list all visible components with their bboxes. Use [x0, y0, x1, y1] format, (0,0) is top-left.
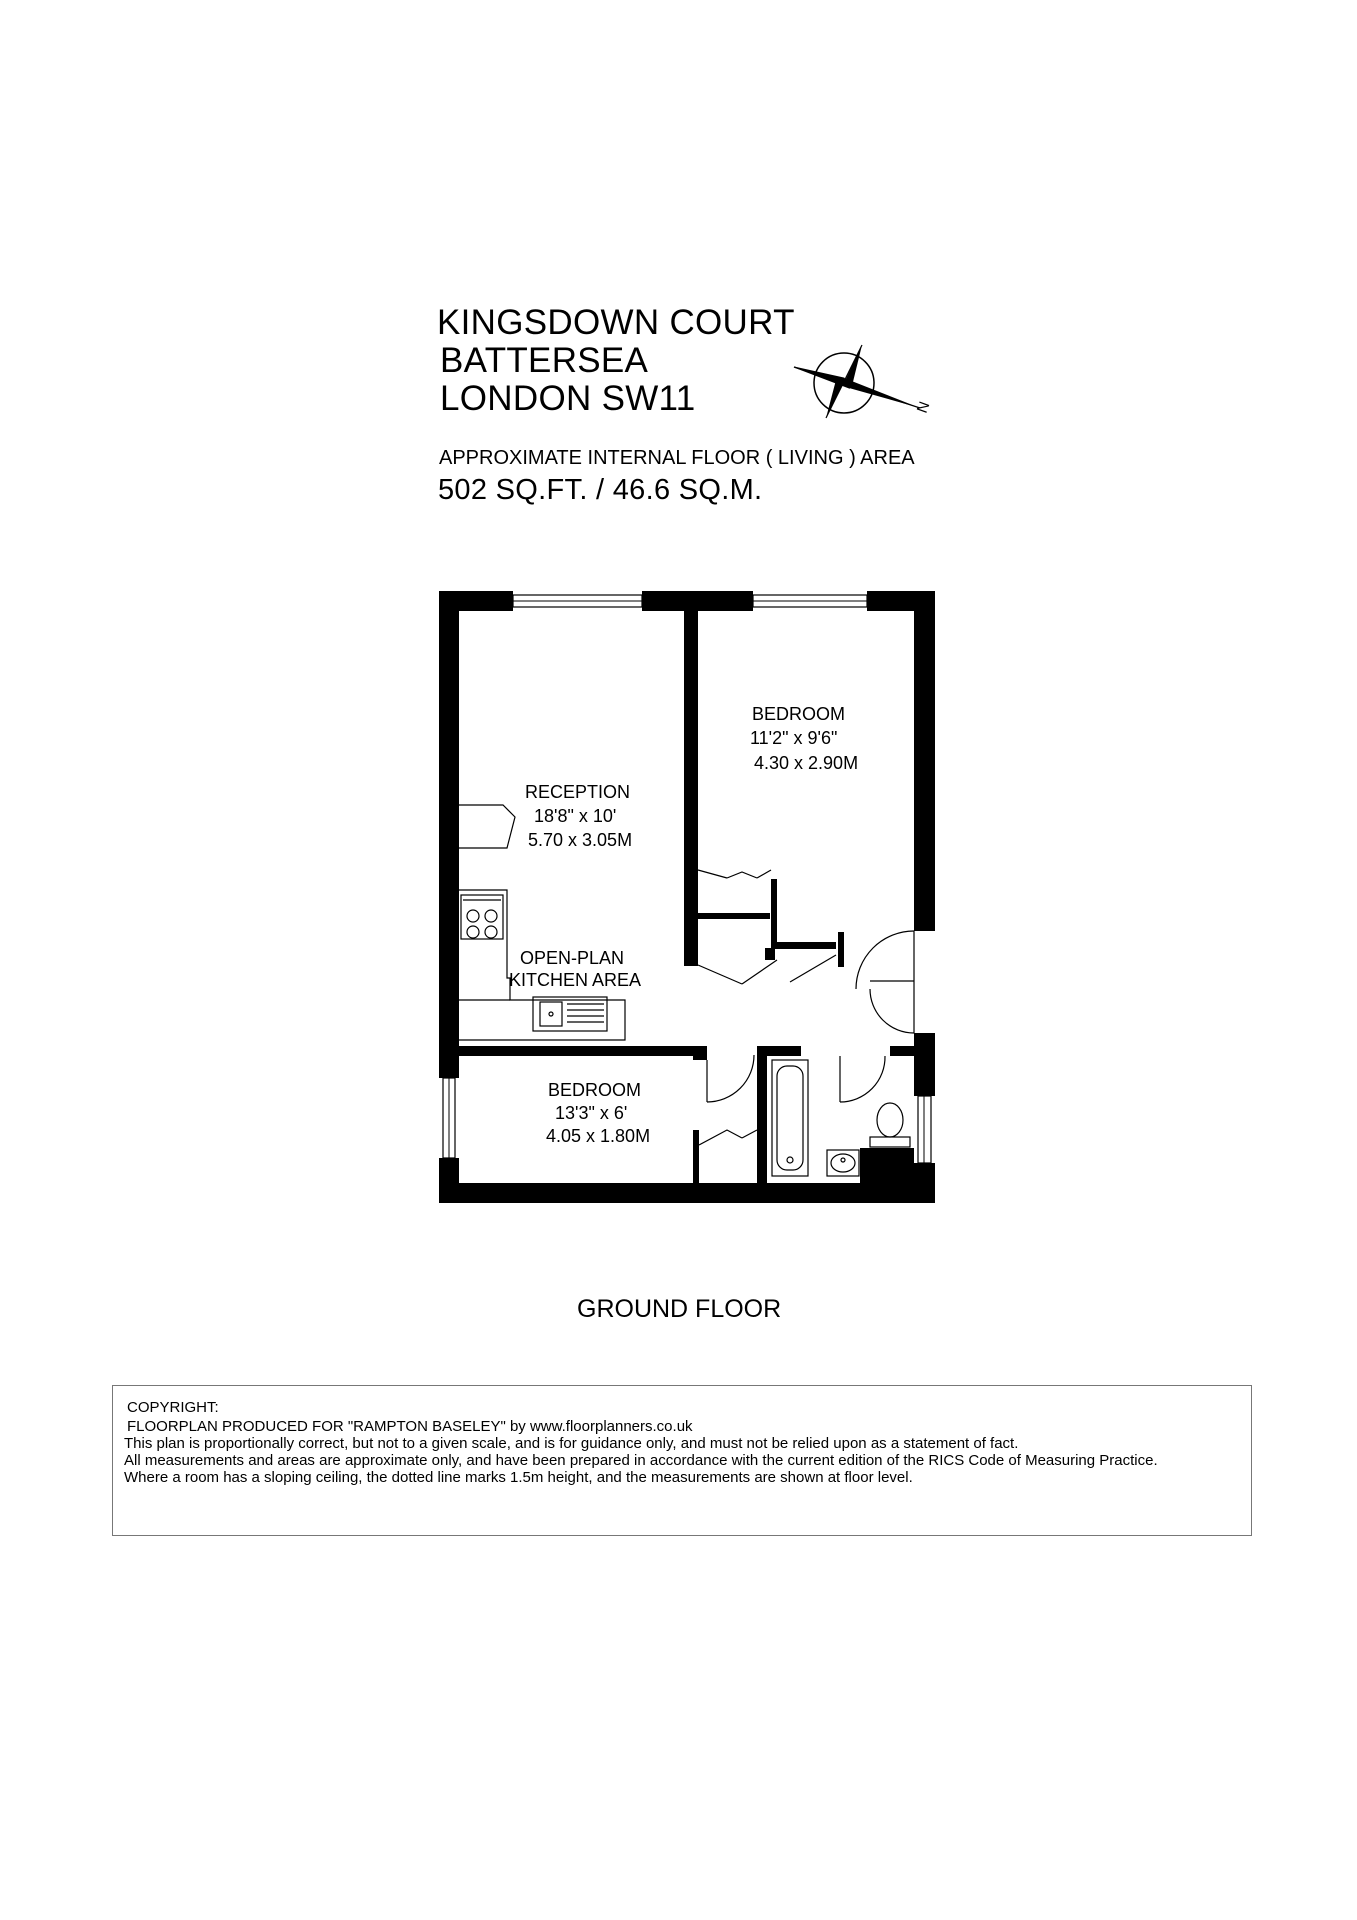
copyright-line-1: FLOORPLAN PRODUCED FOR "RAMPTON BASELEY" by www.floorplanners.co.uk	[127, 1418, 693, 1435]
address-line-2: BATTERSEA	[440, 341, 649, 380]
walls	[439, 591, 935, 1203]
doors	[698, 870, 914, 1145]
area-label: APPROXIMATE INTERNAL FLOOR ( LIVING ) AREA	[439, 447, 915, 469]
kitchen-label-line-2: KITCHEN AREA	[509, 970, 642, 990]
copyright-line-2: This plan is proportionally correct, but not to a given scale, and is for guidance only, and must not be relied upon as a statement of fact.	[124, 1435, 1019, 1452]
room-size-imperial-bedroom-2: 13'3" x 6'	[555, 1103, 628, 1123]
floor-label: GROUND FLOOR	[577, 1295, 782, 1323]
room-name-bedroom-2: BEDROOM	[548, 1080, 642, 1100]
bath-icon	[772, 1060, 808, 1176]
address-line-1: KINGSDOWN COURT	[437, 303, 795, 342]
copyright-line-3: All measurements and areas are approximate only, and have been prepared in accordance with the current edition of the RICS Code of Measuring Practice.	[124, 1452, 1158, 1469]
copyright-line-4: Where a room has a sloping ceiling, the dotted line marks 1.5m height, and the measurements are shown at floor level.	[124, 1469, 913, 1486]
room-name-reception: RECEPTION	[525, 782, 631, 802]
room-name-bedroom-1: BEDROOM	[752, 704, 846, 724]
room-size-metric-bedroom-2: 4.05 x 1.80M	[546, 1126, 651, 1146]
sink-icon	[533, 997, 607, 1031]
address-line-3: LONDON SW11	[440, 379, 696, 418]
compass-rose-icon	[794, 345, 920, 418]
toilet-icon	[870, 1103, 910, 1147]
room-size-metric-bedroom-1: 4.30 x 2.90M	[754, 753, 859, 773]
copyright-heading: COPYRIGHT:	[127, 1399, 219, 1416]
kitchen-label-line-1: OPEN-PLAN	[520, 948, 625, 968]
room-size-imperial-bedroom-1: 11'2" x 9'6"	[750, 728, 838, 748]
hob-icon	[461, 895, 503, 939]
area-value: 502 SQ.FT. / 46.6 SQ.M.	[438, 474, 763, 506]
north-label: N	[913, 399, 934, 416]
room-size-metric-reception: 5.70 x 3.05M	[528, 830, 633, 850]
copyright-box	[112, 1385, 1252, 1536]
room-size-imperial-reception: 18'8" x 10'	[534, 806, 617, 826]
basin-icon	[827, 1150, 859, 1176]
